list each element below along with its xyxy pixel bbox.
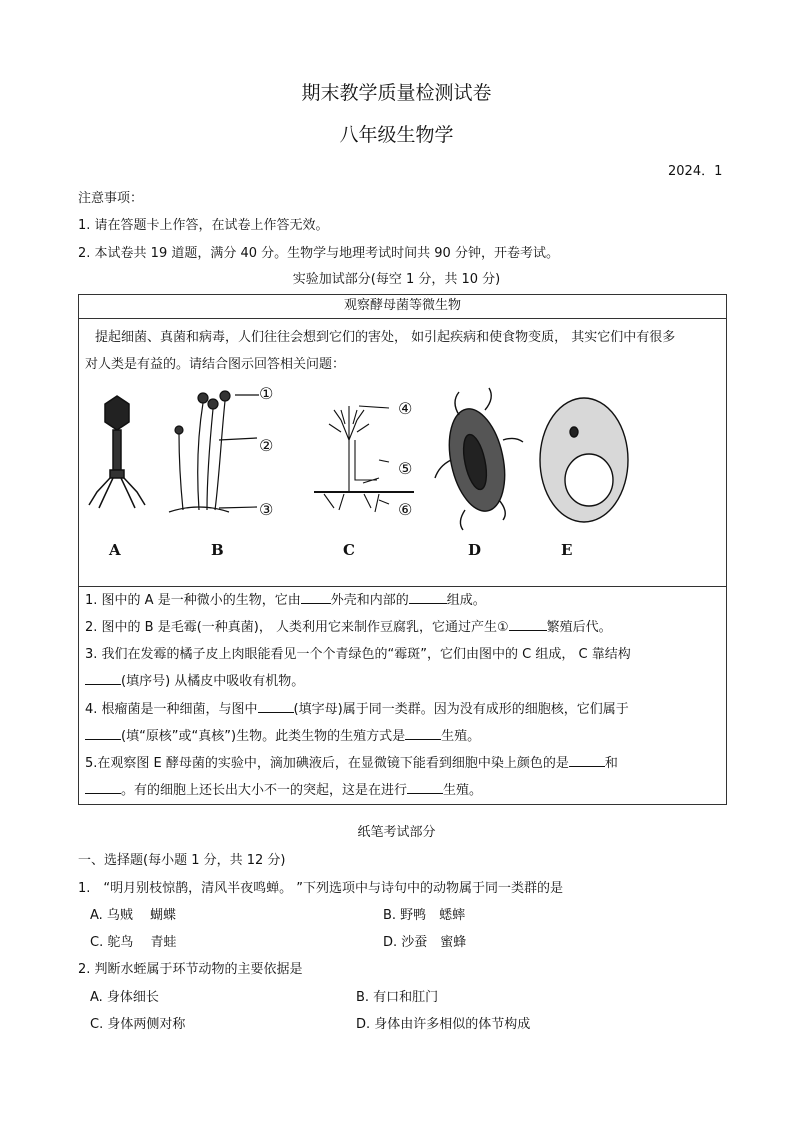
yeast-drawing xyxy=(540,398,628,522)
paper-section-title: 纸笔考试部分 xyxy=(357,825,436,840)
mc-q2-stem: 2. 判断水蛭属于环节动物的主要依据是 xyxy=(78,962,303,977)
marker-2: ② xyxy=(259,436,274,455)
part1-heading: 一、选择题(每小题 1 分，共 12 分) xyxy=(78,853,286,868)
mc-q1-option-c: C. 鸵鸟 青蛙 xyxy=(90,935,177,950)
mc-q2-option-b: B. 有口和肛门 xyxy=(356,990,439,1005)
notes-item-1: 1. 请在答题卡上作答，在试卷上作答无效。 xyxy=(78,218,329,233)
box-divider xyxy=(79,586,726,587)
experiment-box xyxy=(78,294,727,805)
figure-label-e: E xyxy=(561,541,573,559)
experiment-q4-line2: (填“原核”或“真核”)生物。此类生物的生殖方式是 生殖。 xyxy=(85,725,480,744)
experiment-intro-line2: 对人类是有益的。请结合图示回答相关问题： xyxy=(85,357,346,372)
mc-q1-option-b: B. 野鸭 蟋蟀 xyxy=(383,908,466,923)
mc-q1-option-d: D. 沙蚕 蜜蜂 xyxy=(383,935,467,950)
experiment-section-title: 实验加试部分(每空 1 分，共 10 分) xyxy=(292,272,501,287)
experiment-q5-line1: 5.在观察图 E 酵母菌的实验中，滴加碘液后，在显微镜下能看到细胞中染上颜色的是 和 xyxy=(85,756,618,771)
exam-date: 2024．1 xyxy=(668,164,723,179)
experiment-intro-line1: 提起细菌、真菌和病毒，人们往往会想到它们的害处， 如引起疾病和使食物变质， 其实它们中有很多 xyxy=(95,330,676,345)
mc-q2-option-a: A. 身体细长 xyxy=(90,990,159,1005)
marker-4: ④ xyxy=(398,399,413,418)
mc-q1-stem: 1. “明月别枝惊鹊，清风半夜鸣蝉。 ”下列选项中与诗句中的动物属于同一类群的是 xyxy=(78,881,564,896)
experiment-q3-line2: (填序号) 从橘皮中吸收有机物。 xyxy=(85,670,304,689)
experiment-q4-line1: 4. 根瘤菌是一种细菌，与图中 (填字母)属于同一类群。因为没有成形的细胞核，它们属于 xyxy=(85,702,629,717)
figure-label-a: A xyxy=(109,541,121,559)
marker-3: ③ xyxy=(259,500,274,519)
mucor-drawing xyxy=(169,391,259,512)
notes-heading: 注意事项： xyxy=(78,191,144,206)
experiment-q2: 2. 图中的 B 是毛霉(一种真菌)， 人类利用它来制作豆腐乳，它通过产生① 繁殖后代。 xyxy=(85,620,612,635)
figure-label-d: D xyxy=(468,541,482,559)
figure-label-c: C xyxy=(343,541,355,559)
marker-6: ⑥ xyxy=(398,500,413,519)
experiment-q5-line2: 。有的细胞上还长出大小不一的突起，这是在进行 生殖。 xyxy=(85,779,482,798)
marker-1: ① xyxy=(259,384,274,403)
bacterium-drawing xyxy=(435,388,523,530)
figure-label-b: B xyxy=(211,541,224,559)
experiment-q1: 1. 图中的 A 是一种微小的生物，它由 外壳和内部的 组成。 xyxy=(85,593,486,608)
notes-item-2: 2. 本试卷共 19 道题，满分 40 分。生物学与地理考试时间共 90 分钟，开卷考试。 xyxy=(78,246,559,261)
experiment-q3-line1: 3. 我们在发霉的橘子皮上肉眼能看见一个个青绿色的“霉斑”，它们由图中的 C 组成， C 靠结构 xyxy=(85,647,631,662)
experiment-box-title: 观察酵母菌等微生物 xyxy=(79,295,726,319)
page-subtitle: 八年级生物学 xyxy=(339,124,454,146)
mc-q1-option-a: A. 乌贼 蝴蝶 xyxy=(90,908,177,923)
page-title: 期末教学质量检测试卷 xyxy=(301,82,492,104)
mc-q2-option-d: D. 身体由许多相似的体节构成 xyxy=(356,1017,531,1032)
bacteriophage-drawing xyxy=(89,396,145,508)
mc-q2-option-c: C. 身体两侧对称 xyxy=(90,1017,186,1032)
marker-5: ⑤ xyxy=(398,459,413,478)
